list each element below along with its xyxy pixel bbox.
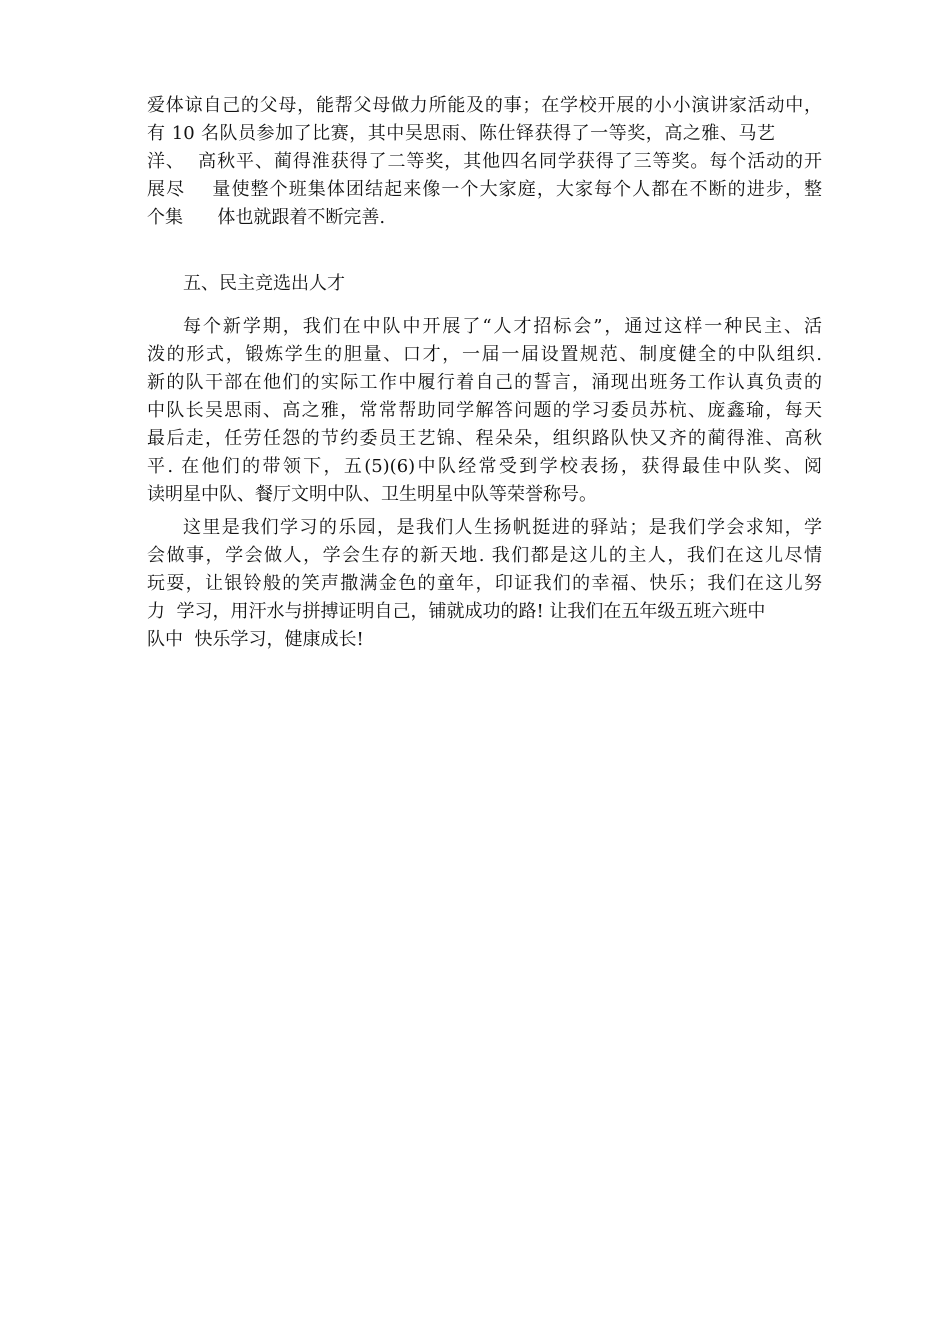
paragraph-line: 会做事，学会做人，学会生存的新天地. 我们都是这儿的主人，我们在这儿尽情 — [147, 545, 822, 566]
paragraph-line: 中队长吴思雨、高之雅，常常帮助同学解答问题的学习委员苏杭、庞鑫瑜，每天 — [147, 400, 822, 421]
paragraph-line: 爱体谅自己的父母，能帮父母做力所能及的事；在学校开展的小小演讲家活动中， — [147, 95, 822, 116]
paragraph-line: 有 10 名队员参加了比赛，其中吴思雨、陈仕铎获得了一等奖，高之雅、马艺 — [147, 123, 775, 144]
paragraph-line: 展尽 量使整个班集体团结起来像一个大家庭，大家每个人都在不断的进步，整 — [147, 179, 822, 200]
paragraph-line: 这里是我们学习的乐园，是我们人生扬帆挺进的驿站；是我们学会求知，学 — [183, 517, 822, 538]
paragraph-line: 力 学习，用汗水与拼搏证明自己，铺就成功的路! 让我们在五年级五班六班中 — [147, 601, 766, 622]
paragraph-line: 每个新学期，我们在中队中开展了“人才招标会”，通过这样一种民主、活 — [183, 316, 822, 337]
paragraph-line: 读明星中队、餐厅文明中队、卫生明星中队等荣誉称号。 — [147, 484, 597, 505]
paragraph-line: 队中 快乐学习，健康成长! — [147, 629, 364, 650]
paragraph-talent-election — [147, 313, 822, 509]
section-heading-text: 五、民主竞选出人才 — [183, 273, 345, 294]
paragraph-line: 泼的形式，锻炼学生的胆量、口才，一届一届设置规范、制度健全的中队组织. — [147, 344, 822, 365]
paragraph-line: 洋、 高秋平、蔺得淮获得了二等奖，其他四名同学获得了三等奖。每个活动的开 — [147, 151, 822, 172]
paragraph-line: 最后走，任劳任怨的节约委员王艺锦、程朵朵，组织路队快又齐的蔺得淮、高秋 — [147, 428, 822, 449]
paragraph-line: 新的队干部在他们的实际工作中履行着自己的誓言，涌现出班务工作认真负责的 — [147, 372, 822, 393]
paragraph-closing — [147, 514, 822, 654]
paragraph-line: 个集 体也就跟着不断完善. — [147, 207, 386, 228]
section-heading — [147, 270, 822, 298]
paragraph-line: 玩耍，让银铃般的笑声撒满金色的童年，印证我们的幸福、快乐；我们在这儿努 — [147, 573, 822, 594]
paragraph-activities — [147, 92, 822, 232]
paragraph-line: 平. 在他们的带领下，五(5)(6)中队经常受到学校表扬，获得最佳中队奖、阅 — [147, 456, 822, 477]
